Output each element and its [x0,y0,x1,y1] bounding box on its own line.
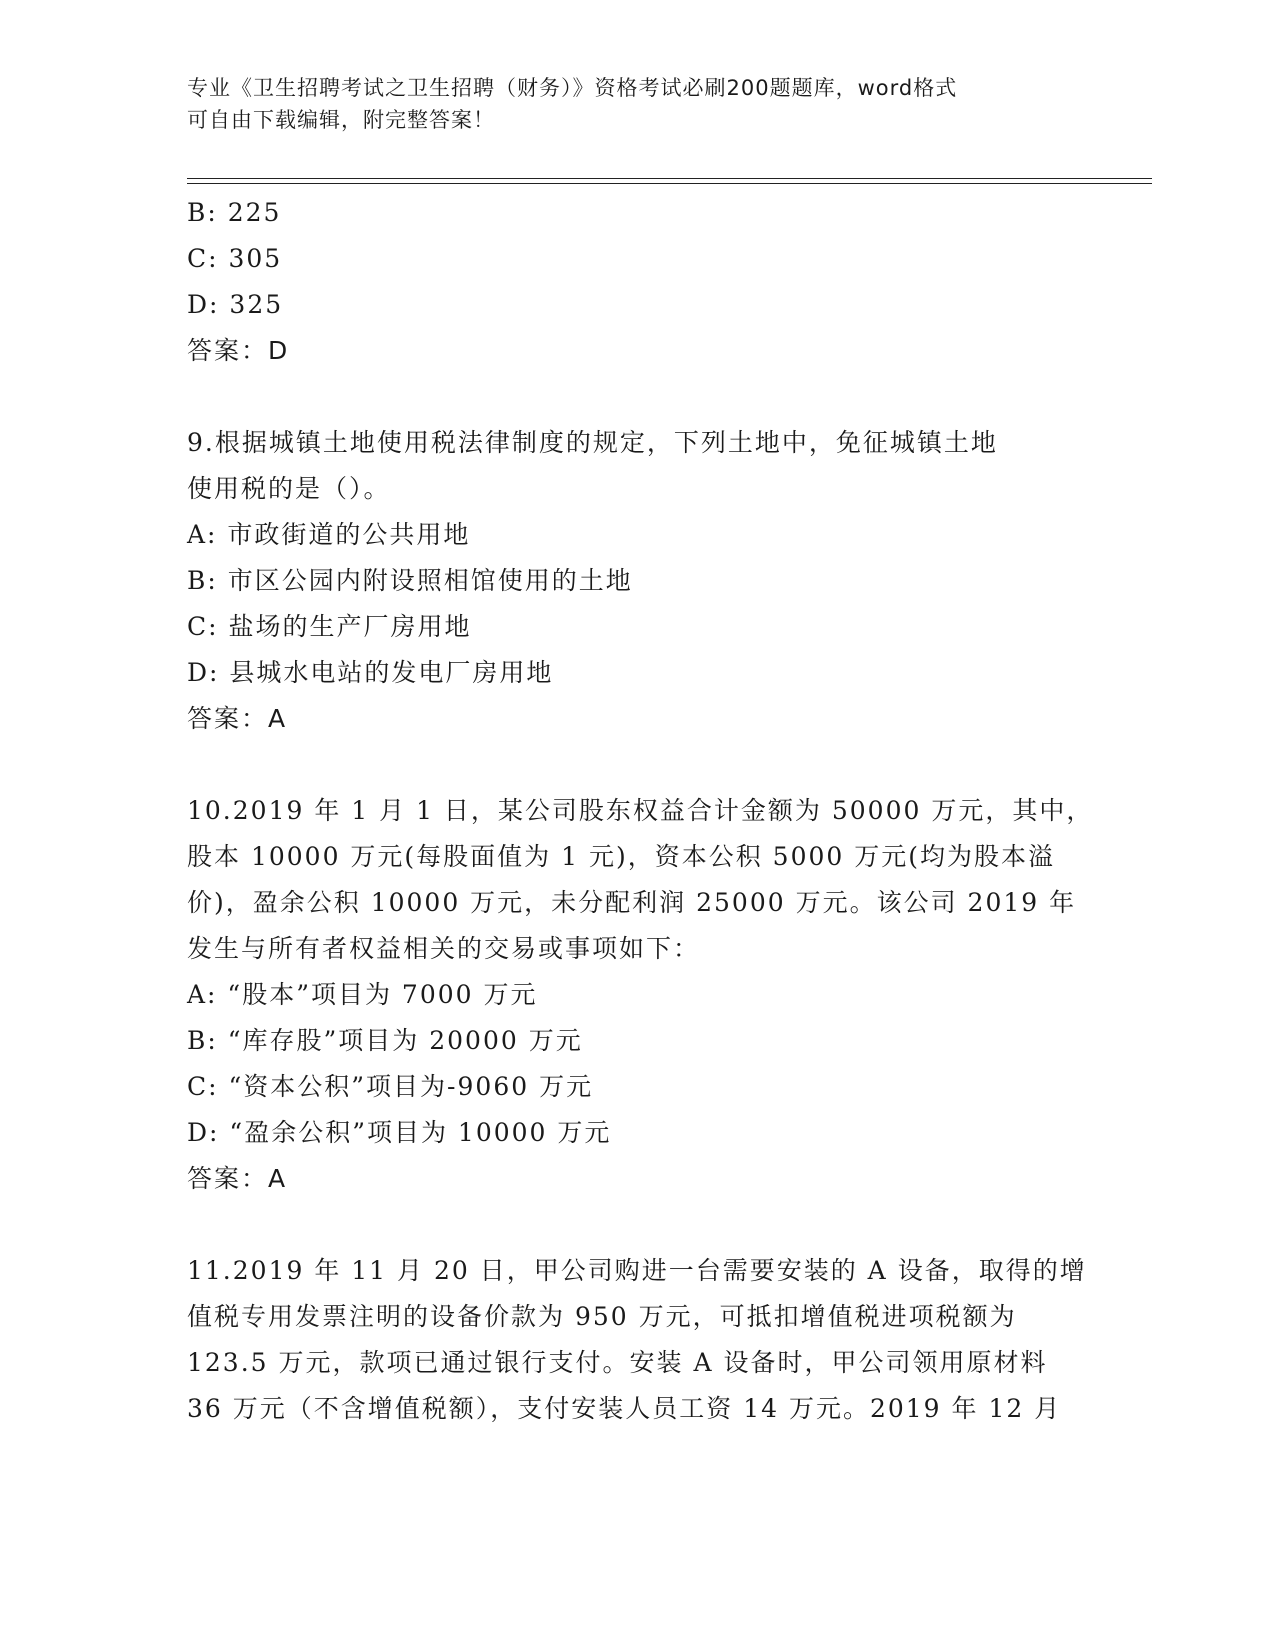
q10-stem-line-1: 10.2019 年 1 月 1 日，某公司股东权益合计金额为 50000 万元，其中， [187,796,1094,825]
q10-answer: 答案：A [187,1164,288,1193]
q11-stem-line-1: 11.2019 年 11 月 20 日，甲公司购进一台需要安装的 A 设备，取得的增 [187,1256,1087,1285]
header-divider-top [187,178,1152,179]
q8-option-d: D: 325 [187,290,284,319]
q9-option-a: A: 市政街道的公共用地 [187,520,471,549]
q10-option-d: D: “盈余公积”项目为 10000 万元 [187,1118,612,1147]
q10-stem-line-2: 股本 10000 万元(每股面值为 1 元)，资本公积 5000 万元(均为股本溢 [187,842,1056,871]
q10-stem-line-4: 发生与所有者权益相关的交易或事项如下： [187,934,701,963]
q9-option-c: C: 盐场的生产厂房用地 [187,612,472,641]
q8-answer: 答案：D [187,336,290,365]
q8-option-b: B: 225 [187,198,282,227]
q9-option-b: B: 市区公园内附设照相馆使用的土地 [187,566,633,595]
q11-stem-line-2: 值税专用发票注明的设备价款为 950 万元，可抵扣增值税进项税额为 [187,1302,1017,1331]
question-content [187,190,1094,1432]
q11-stem-line-4: 36 万元（不含增值税额），支付安装人员工资 14 万元。2019 年 12 月 [187,1394,1062,1423]
q10-option-c: C: “资本公积”项目为-9060 万元 [187,1072,594,1101]
q10-stem-line-3: 价)，盈余公积 10000 万元，未分配利润 25000 万元。该公司 2019 年 [187,888,1077,917]
q10-option-a: A: “股本”项目为 7000 万元 [187,980,538,1009]
q9-answer: 答案：A [187,704,288,733]
document-header [187,72,1087,136]
q8-option-c: C: 305 [187,244,283,273]
header-divider-bottom [187,183,1152,184]
header-line-2: 可自由下载编辑，附完整答案！ [187,108,495,132]
q9-stem-line-2: 使用税的是（）。 [187,474,391,503]
q10-option-b: B: “库存股”项目为 20000 万元 [187,1026,583,1055]
q9-option-d: D: 县城水电站的发电厂房用地 [187,658,554,687]
q9-stem-line-1: 9.根据城镇土地使用税法律制度的规定，下列土地中，免征城镇土地 [187,428,998,457]
header-line-1: 专业《卫生招聘考试之卫生招聘（财务）》资格考试必刷200题题库，word格式 [187,76,958,100]
q11-stem-line-3: 123.5 万元，款项已通过银行支付。安装 A 设备时，甲公司领用原材料 [187,1348,1048,1377]
